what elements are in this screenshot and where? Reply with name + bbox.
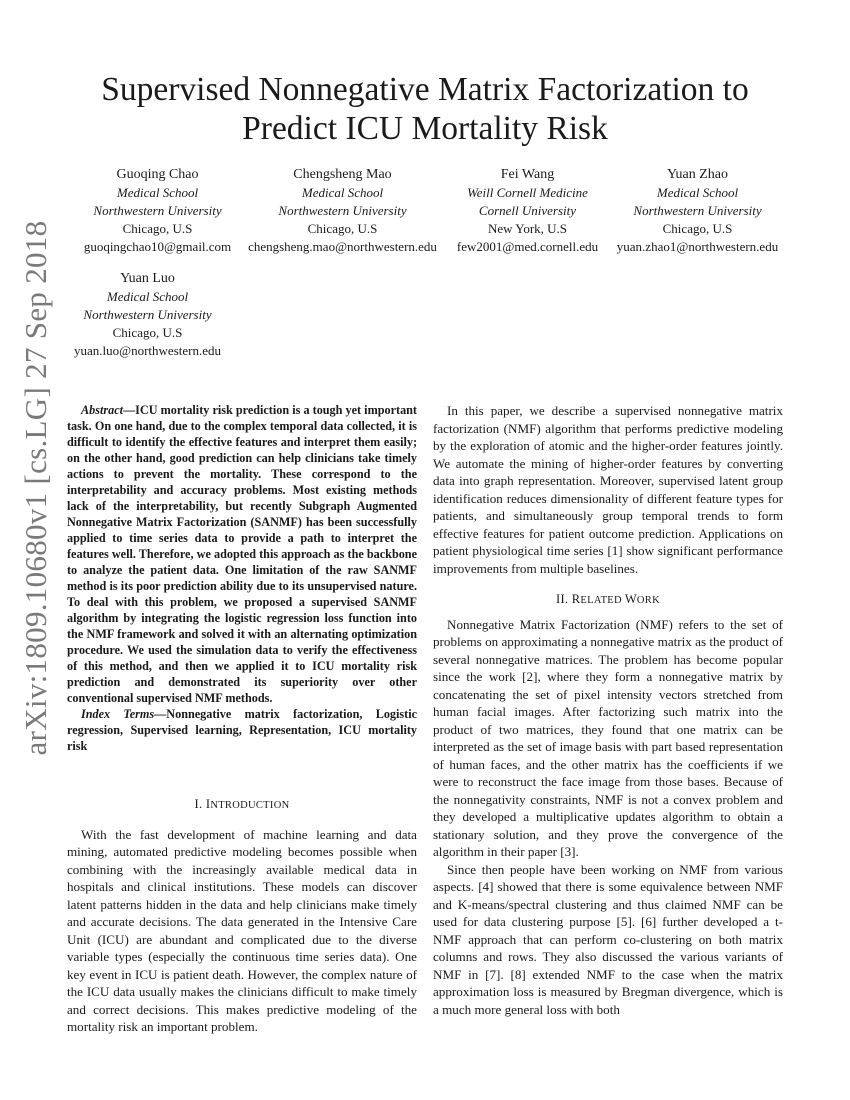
paper-title: Supervised Nonnegative Matrix Factorization to Predict ICU Mortality Risk <box>101 71 749 147</box>
abstract-paragraph <box>67 402 417 706</box>
author-dept: Medical School <box>656 185 739 200</box>
author-org: Northwestern University <box>633 203 762 218</box>
author-name: Fei Wang <box>500 167 555 182</box>
abstract-label: Abstract <box>81 403 123 417</box>
author-email: yuan.luo@northwestern.edu <box>74 343 221 358</box>
author-dept: Medical School <box>116 185 199 200</box>
author-name: Yuan Luo <box>120 271 175 286</box>
author-dept: Medical School <box>301 185 384 200</box>
author-block-1 <box>75 166 240 256</box>
author-org: Cornell University <box>478 203 577 218</box>
author-dept: Weill Cornell Medicine <box>467 185 588 200</box>
author-city: Chicago, U.S <box>112 325 183 340</box>
author-city: New York, U.S <box>487 221 568 236</box>
author-block-2 <box>240 166 445 256</box>
author-name: Yuan Zhao <box>666 167 729 182</box>
right-column <box>433 402 783 1018</box>
author-email: chengsheng.mao@northwestern.edu <box>248 239 437 254</box>
author-email: yuan.zhao1@northwestern.edu <box>616 239 779 254</box>
related-work-paragraph: Since then people have been working on NMF from various aspects. [4] showed that there is some equivalence between NMF and K-means/spectral clustering and thus claimed NMF can be used for data clustering purpose [5]. [6] further developed a t-NMF approach that can perform co-clustering on both matrix columns and rows. They also discussed the various variants of NMF in [7]. [8] extended NMF to the case when the matrix approximation loss is measured by Bregman divergence, which is a much more general loss with both <box>433 861 783 1017</box>
author-block-5 <box>60 270 235 360</box>
index-terms-label: Index Terms <box>81 707 155 721</box>
author-email: few2001@med.cornell.edu <box>456 239 599 254</box>
intro-continuation-paragraph: In this paper, we describe a supervised nonnegative matrix factorization (NMF) algorithm that performs predictive modeling by the exploration of atomic and the higher-order features jointly. We automate the mining of higher-order features by converting data into graph representation. Moreover, supervised latent group identification reduces dimensionality of different feature types for patients, and simultaneously group temporal trends to form effective features for patient outcome prediction. Applications on patient physiological time series [1] show significant performance improvements from multiple baselines. <box>433 403 783 576</box>
author-block-3 <box>445 166 610 256</box>
section-heading-related-work: II. RELATED WORK <box>556 592 660 606</box>
author-name: Guoqing Chao <box>116 167 199 182</box>
arxiv-stamp <box>12 220 60 756</box>
index-terms-text: —Nonnegative matrix factorization, Logistic regression, Supervised learning, Representation, ICU mortality risk <box>67 707 417 753</box>
author-name: Chengsheng Mao <box>293 167 392 182</box>
author-block-4 <box>610 166 785 256</box>
author-city: Chicago, U.S <box>307 221 378 236</box>
left-column <box>67 402 417 1036</box>
abstract <box>67 402 417 754</box>
author-org: Northwestern University <box>83 307 212 322</box>
intro-paragraph: With the fast development of machine learning and data mining, automated predictive modeling becomes possible when combining with the increasingly available medical data in hospitals and clinical institutions. These models can discover latent patterns hidden in the data and help clinicians make timely and accurate decisions. The data generated in the Intensive Care Unit (ICU) are abundant and complicated due to the diverse variable types (especially the continuous time series data). One key event in ICU is patient death. However, the complex nature of the ICU data usually makes the clinicians difficult to make timely and correct decisions. This makes predictive modeling of the mortality risk an important problem. <box>67 826 417 1034</box>
author-org: Northwestern University <box>278 203 407 218</box>
author-org: Northwestern University <box>93 203 222 218</box>
author-email: guoqingchao10@gmail.com <box>83 239 232 254</box>
related-work-paragraph: Nonnegative Matrix Factorization (NMF) refers to the set of problems on approximating a nonnegative matrix as the product of several nonnegative matrices. The problem has become popular since the work [2], where they form a nonnegative matrix by concatenating the set of pixel intensity vectors stretched from human facial images. After factorizing such matrix into the product of two matrices, they found that one matrix can be interpreted as the set of image basis with part based representation of human faces, and the other matrix has the coefficients if we were to reconstruct the face image from those bases. Because of the nonnegativity constraints, NMF is not a convex problem and they developed a multiplicative updates algorithm to obtain a stationary solution, and they prove the convergence of the algorithm in their paper [3]. <box>433 616 783 859</box>
author-city: Chicago, U.S <box>662 221 733 236</box>
index-terms <box>67 706 417 754</box>
abstract-text: —ICU mortality risk prediction is a tough yet important task. On one hand, due to the complex temporal data collected, it is difficult to identify the effective features and interpret them easily; on the other hand, good prediction can help clinicians take timely actions to prevent the mortality. These correspond to the interpretability and accuracy problems. Most existing methods lack of the interpretability, but recently Subgraph Augmented Nonnegative Matrix Factorization (SANMF) has been successfully applied to time series data to provide a path to interpret the features well. Therefore, we adopted this approach as the backbone to analyze the patient data. One limitation of the raw SANMF method is its poor prediction ability due to its unsupervised nature. To deal with this problem, we proposed a supervised SANMF algorithm by integrating the logistic regression loss function into the NMF framework and solved it with an alternating optimization procedure. We used the simulation data to verify the effectiveness of this method, and then we applied it to ICU mortality risk prediction and demonstrated its superiority over other conventional supervised NMF methods. <box>67 403 417 705</box>
section-heading-introduction: I. INTRODUCTION <box>194 797 290 811</box>
author-city: Chicago, U.S <box>122 221 193 236</box>
arxiv-identifier: arXiv:1809.10680v1 [cs.LG] 27 Sep 2018 <box>18 220 53 756</box>
author-dept: Medical School <box>106 289 189 304</box>
